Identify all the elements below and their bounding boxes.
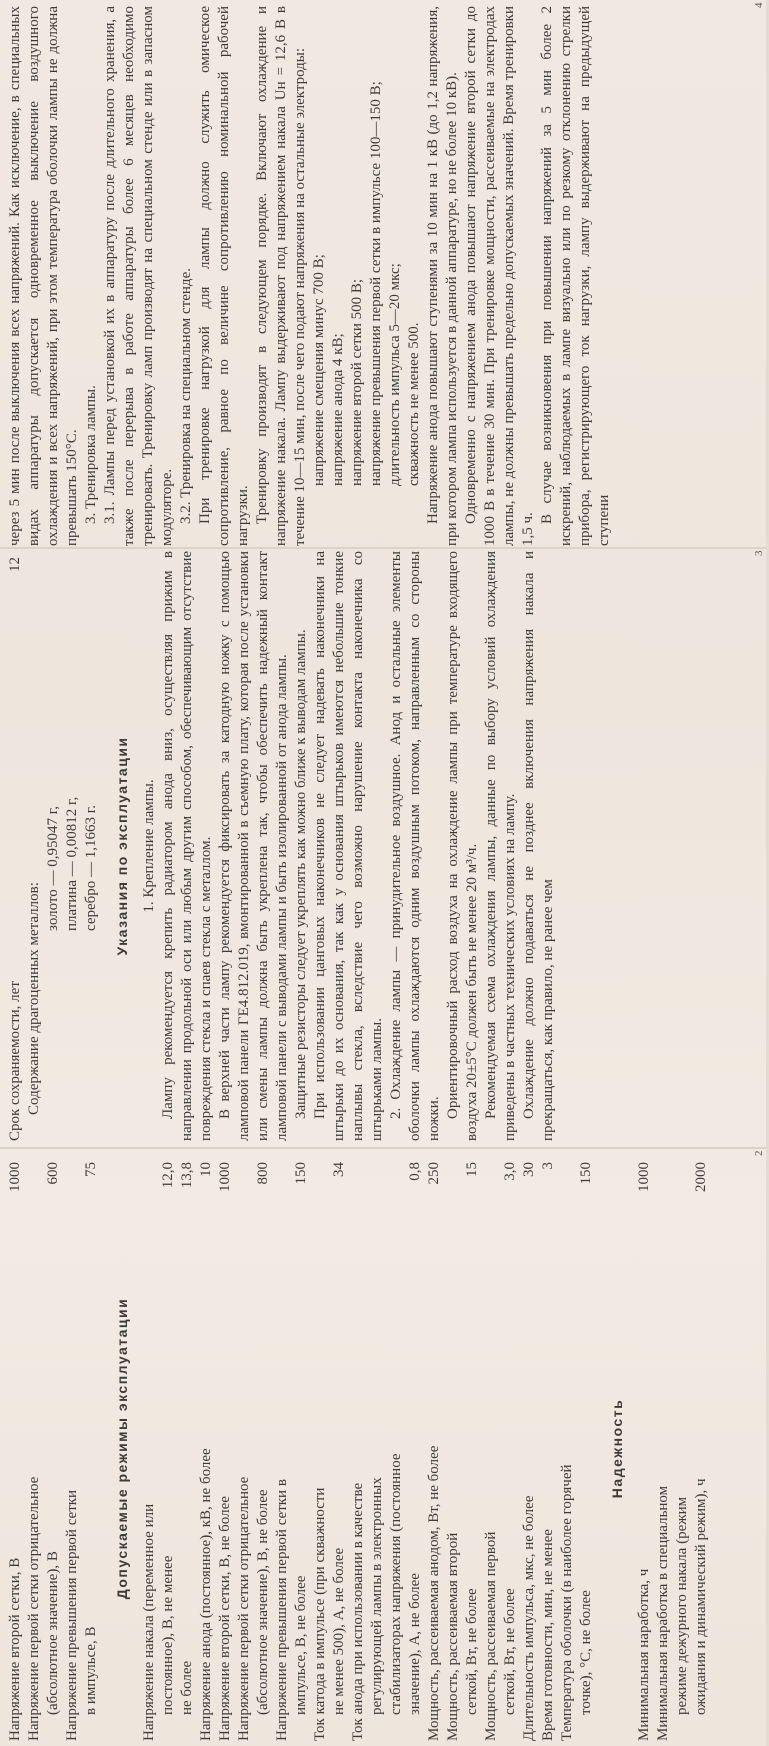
paragraph: 3.2. Тренировка на специальном стенде. — [178, 268, 194, 524]
spec-label-line: Время готовности, мин, не менее — [540, 1529, 556, 1741]
spec-value: 12,0 — [160, 1162, 176, 1189]
paragraph: Напряжение анода повышают ступенями за 10 мин на 1 кВ (до 1,2 напряжения, при котором лампа используется в данной аппаратуре, но не более 10 кВ). — [425, 6, 460, 546]
spec-label-line: Мощность, рассеиваемая первой — [483, 1531, 499, 1741]
paragraph: Рекомендуемая схема охлаждения лампы, данные по выбору условий охлаждения приведены в частных технических условиях на лампу. — [483, 551, 518, 1141]
spec-value: 0,8 — [407, 1162, 423, 1181]
spec-label — [273, 1222, 311, 1741]
spec-label — [178, 1222, 197, 1741]
spec-value: 2000 — [693, 1162, 709, 1192]
paragraph: напряжение анода 4 кВ; — [330, 333, 346, 486]
spec-label-line: импульсе, В, не более — [293, 1575, 309, 1715]
paragraph: длительность импульса 5—20 мкс; — [387, 263, 403, 486]
paragraph: 3. Тренировка лампы. — [83, 385, 99, 524]
page-number: 2 — [753, 1150, 765, 1156]
spec-label-line: постоянное), В, не менее — [160, 1555, 176, 1715]
spec-label — [197, 1222, 216, 1741]
spec-label-line: сеткой, Вт, не более — [502, 1588, 518, 1715]
spec-label-line: Мощность, рассеиваемая второй — [445, 1532, 461, 1741]
spec-row — [635, 1156, 654, 1741]
spec-row — [197, 1156, 216, 1741]
paragraph: Одновременно с напряжением анода повышают напряжение второй сетки до 1000 В в течение 30 мин. При тренировке мощности, рассеиваемые на электродах лампы, не должны превышать предельно допускаемых значений. Время тренировки 1,5 ч. — [463, 6, 536, 546]
spec-label — [558, 1222, 596, 1741]
paragraph: через 5 мин после выключения всех напряжений. Как исключение, в специальных видах аппаратуры допускается одновременное выключение воздушного охлаждения и всех напряжений, при этом температура оболочки лампы не должна превышать 150°С. — [7, 6, 80, 546]
paragraph: При использовании цанговых наконечников не следует надевать наконечники на штырьки до их основания, так как у основания штырьков имеются небольшие тонкие наплывы стекла, вследствие чего возможно нарушение контакта наконечника со штырьками лампы. — [312, 551, 385, 1141]
paragraph: В верхней части лампу рекомендуется фиксировать за катодную ножку с помощью ламповой панели ГЕ4.812.019, вмонтированной в съемную плату, которая после установки или смены лампы должна быть укреплена так, чтобы обеспечить надежный контакт ламповой панели с выводами лампы и быть изолированной от анода лампы. — [217, 551, 290, 1141]
spec-label-line: Напряжение первой сетки отрицательное — [236, 1476, 252, 1741]
spec-label-line: значение), А, не более — [407, 1573, 423, 1715]
spec-row — [311, 1156, 349, 1741]
paragraph: 3.1. Лампы перед установкой их в аппаратуру после длительного хранения, а также после перерыва в работе аппаратуры более 6 месяцев необходимо тренировать. Тренировку ламп производят на специальном стенде или в запасном модуляторе. — [102, 6, 175, 546]
spec-label — [25, 1222, 63, 1741]
spec-row — [273, 1156, 311, 1741]
spec-label-line: Минимальная наработка в специальном — [655, 1485, 671, 1741]
spec-value: 1000 — [217, 1162, 233, 1192]
spec-label — [349, 1222, 425, 1741]
spec-label — [216, 1222, 235, 1741]
spec-value: 75 — [83, 1162, 99, 1177]
spec-label-line: (абсолютное значение), В — [45, 1551, 61, 1715]
paragraph: Охлаждение должно подаваться не позднее включения напряжения накала и прекращаться, как правило, не ранее чем — [521, 551, 556, 1141]
spec-label-line: в импульсе, В — [83, 1626, 99, 1715]
spec-label-line: Напряжение анода (постоянное), кВ, не более — [198, 1448, 214, 1741]
spec-value: 800 — [255, 1162, 271, 1185]
spec-label-line: Длительность импульса, мкс, не более — [521, 1495, 537, 1741]
spec-label-line: Минимальная наработка, ч — [636, 1568, 652, 1741]
spec-label — [6, 1222, 25, 1741]
spec-label-line: не менее 500), А, не более — [331, 1547, 347, 1715]
spec-label — [140, 1222, 178, 1741]
paragraph: Тренировку производят в следующем порядке. Включают охлаждение и напряжение накала. Лампу выдерживают под напряжением накала Uн = 12,6 В в течение 10—15 мин, после чего подают напряжения на остальные электроды: — [254, 6, 308, 546]
paragraph: При тренировке нагрузкой для лампы должно служить омическое сопротивление, равное по величине сопротивлению номинальной рабочей нагрузки. — [197, 6, 251, 546]
section-heading: Указания по эксплуатации — [114, 736, 130, 956]
spec-row — [349, 1156, 425, 1741]
paragraph: 2. Охлаждение лампы — принудительное воздушное. Анод и остальные элементы оболочки лампы охлаждаются одним воздушным потоком, направленным со стороны ножки. — [388, 551, 442, 1141]
paragraph: Лампу рекомендуется крепить радиатором анода вниз, осуществляя прижим в направлении продольной оси или любым другим способом, обеспечивающим отсутствие повреждения стекла и спаев стекла с металлом. — [160, 551, 214, 1141]
spec-value: 34 — [331, 1162, 347, 1177]
spec-label-line: Напряжение превышения первой сетки — [64, 1489, 80, 1741]
spec-label — [63, 1222, 101, 1741]
spec-value: 1000 — [636, 1162, 652, 1192]
spec-label-line: Напряжение второй сетки, В — [7, 1557, 23, 1741]
metals-intro: Содержание драгоценных металлов: — [26, 882, 42, 1115]
spec-value: 600 — [45, 1162, 61, 1185]
metal-line: платина — 0,00812 г, — [64, 796, 80, 931]
spec-label — [539, 1222, 558, 1741]
spec-value: 10 — [198, 1162, 214, 1177]
spec-row — [444, 1156, 482, 1741]
spec-label-line: сеткой, Вт, не более — [464, 1588, 480, 1715]
spec-row — [63, 1156, 101, 1741]
section-heading: Надежность — [609, 1398, 625, 1499]
page-number: 4 — [753, 2, 765, 8]
paragraph: напряжение превышения первой сетки в импульсе 100—150 В; — [368, 81, 384, 486]
spec-label-line: режиме дежурного накала (режим — [674, 1496, 690, 1715]
spec-label — [482, 1222, 520, 1741]
storage-row — [6, 551, 25, 1141]
spec-row — [425, 1156, 444, 1741]
paragraph: В случае возникновения при повышении напряжений за 5 мин более 2 искрений, наблюдаемых в лампе визуально или по резкому отклонению стрелки прибора, регистрирующего ток нагрузки, лампу выдерживают на предыдущей ступени — [539, 6, 612, 546]
storage-value: 12 — [7, 557, 23, 572]
metal-line: золото — 0,95047 г, — [45, 806, 61, 931]
spec-value: 250 — [426, 1162, 442, 1185]
storage-label: Срок сохраняемости, лет — [7, 981, 23, 1141]
paragraph: 1. Крепление лампы. — [141, 779, 157, 913]
spec-label — [425, 1222, 444, 1741]
spec-label-line: стабилизаторах напряжения (постоянное — [388, 1453, 404, 1715]
spec-label-line: ожидания и динамический режим), ч — [693, 1478, 709, 1715]
spec-label — [444, 1222, 482, 1741]
paragraph: напряжение второй сетки 500 В; — [349, 278, 365, 486]
spec-label-line: Напряжение второй сетки, В, не более — [217, 1496, 233, 1741]
spec-row — [520, 1156, 539, 1741]
paragraph: Ориентировочный расход воздуха на охлаждение лампы при температуре входящего воздуха 20±5°С должен быть не менее 20 м³/ч. — [445, 551, 480, 1141]
spec-label — [311, 1222, 349, 1741]
spec-label-line: регулирующей лампы в электронных — [369, 1477, 385, 1715]
page-3-column — [6, 551, 558, 1141]
spec-row — [539, 1156, 558, 1741]
fold-line — [0, 1147, 769, 1149]
paragraph: Защитные резисторы следует укреплять как можно ближе к выводам лампы. — [293, 629, 309, 1119]
spec-value: 30 — [521, 1162, 537, 1177]
spec-value: 3 — [540, 1162, 556, 1170]
spec-row — [25, 1156, 63, 1741]
section-heading: Допускаемые режимы эксплуатации — [114, 1297, 130, 1600]
page-number: 3 — [753, 550, 765, 556]
spec-label-line: Ток катода в импульсе (при скважности — [312, 1487, 328, 1741]
spec-value: 150 — [578, 1162, 594, 1185]
spec-row — [140, 1156, 178, 1741]
spec-value: 150 — [293, 1162, 309, 1185]
spec-value: 15 — [464, 1162, 480, 1177]
page-4-column — [6, 6, 614, 546]
spec-label — [654, 1222, 711, 1741]
spec-label — [235, 1222, 273, 1741]
spec-label-line: Напряжение превышения первой сетки в — [274, 1479, 290, 1741]
page-2-column — [6, 1156, 711, 1741]
spec-row — [482, 1156, 520, 1741]
spec-row — [6, 1156, 25, 1741]
spec-row — [654, 1156, 711, 1741]
fold-line — [0, 547, 769, 549]
spec-label — [635, 1222, 654, 1741]
spec-label — [520, 1222, 539, 1741]
spec-label-line: точке), °С, не более — [578, 1590, 594, 1715]
spec-value: 1000 — [7, 1162, 23, 1192]
paragraph: напряжение смещения минус 700 В; — [311, 254, 327, 486]
spec-label-line: Напряжение первой сетки отрицательное — [26, 1476, 42, 1741]
spec-row — [558, 1156, 596, 1741]
spec-row — [178, 1156, 197, 1741]
spec-label-line: Ток анода при использовании в качестве — [350, 1482, 366, 1741]
spec-row — [235, 1156, 273, 1741]
spec-label-line: Температура оболочки (в наиболее горячей — [559, 1464, 575, 1741]
spec-label-line: Мощность, рассеиваемая анодом, Вт, не более — [426, 1445, 442, 1741]
spec-label-line: не более — [179, 1660, 195, 1715]
spec-label-line: (абсолютное значение), В, не более — [255, 1489, 271, 1715]
spec-value: 13,8 — [179, 1162, 195, 1189]
spec-label-line: Напряжение накала (переменное или — [141, 1503, 157, 1741]
metal-line: серебро — 1,1663 г. — [83, 805, 99, 931]
paragraph: скважность не менее 500. — [406, 322, 422, 486]
spec-row — [216, 1156, 235, 1741]
spec-value: 3,0 — [502, 1162, 518, 1181]
